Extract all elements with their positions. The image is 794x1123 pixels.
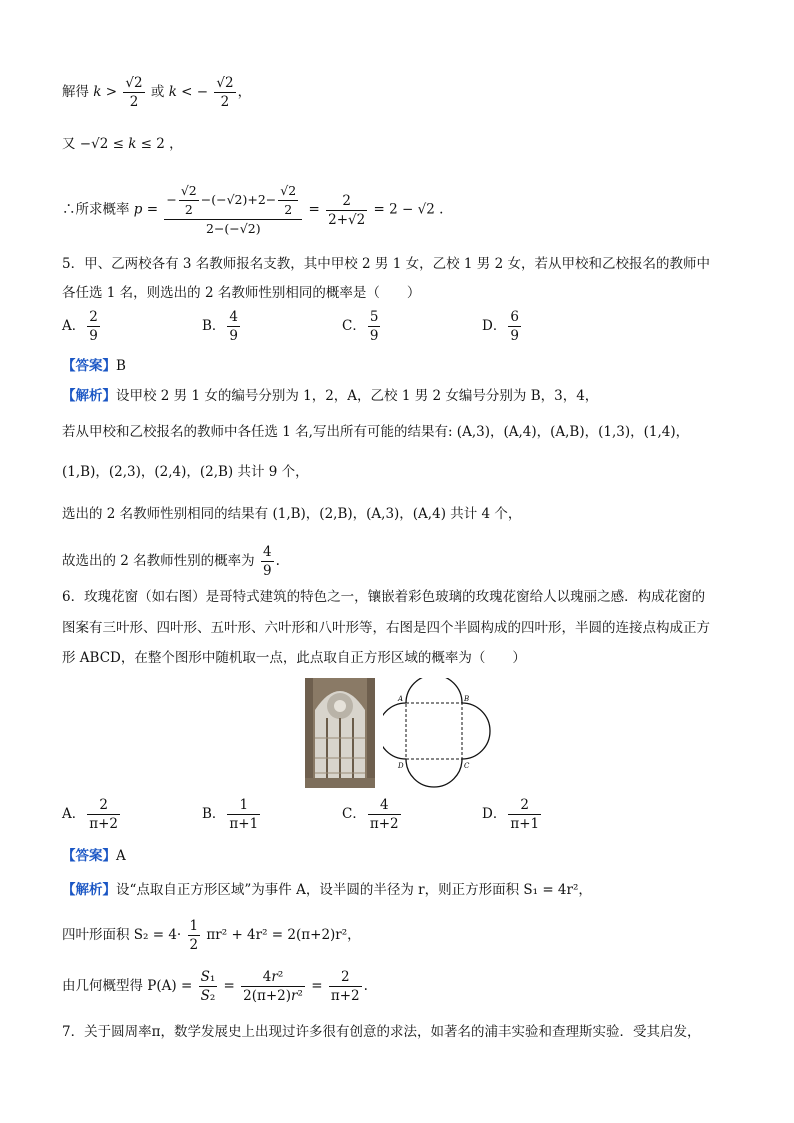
option-a (62, 796, 122, 833)
option-fraction: $\frac{2}{\pi+2}$ (89, 797, 119, 832)
option-fraction: $\frac{5}{9}$ (369, 309, 379, 344)
q6-answer (62, 846, 126, 866)
text: 由几何概型得 P(A) = (62, 978, 193, 994)
option-label: A． (62, 318, 86, 334)
answer-value: A (116, 848, 126, 864)
option-b (202, 308, 242, 345)
solution-line-1: 解得 k > $\frac{√2}{2}$ 或 k < − $\frac{√2}{2}$ ， (62, 75, 252, 110)
q6-text-2: 图案有三叶形、四叶形、五叶形、六叶形和八叶形等，右图是四个半圆构成的四叶形，半圆的连接点构成正方 (62, 620, 710, 636)
option-fraction: $\frac{2}{\pi+1}$ (510, 797, 540, 832)
rose-window-photo (305, 678, 375, 788)
option-label: B． (202, 806, 226, 822)
option-fraction: $\frac{2}{9}$ (89, 309, 98, 344)
q6-text-1: 6．玫瑰花窗（如右图）是哥特式建筑的特色之一，镶嵌着彩色玻璃的玫瑰花窗给人以瑰丽之感．构成花窗的 (62, 589, 706, 605)
text: 又 (62, 136, 76, 152)
option-label: C． (342, 318, 366, 334)
solution-line-3: ∴所求概率 p = − $\frac{√2}{2}$ −(−√2)+2− $\frac{√2}{2}$ 2−(−√2) = $\frac{2}{2+√2}$ = 2 − √2 . (62, 183, 444, 236)
q5-explanation-1 (62, 386, 598, 406)
option-fraction: $\frac{6}{9}$ (510, 309, 519, 344)
option-label: C． (342, 806, 366, 822)
text: 设“点取自正方形区域”为事件 A，设半圆的半径为 r，则正方形面积 S₁ = 4r²， (116, 882, 592, 898)
q6-explanation-3: 由几何概型得 P(A) = $\frac{\text{S₁}}{\text{S₂}}$ = $\frac{\text{4r²}}{\text{2(π+2)r²}}$ = $\frac{2}{\pi+2}$ . (62, 969, 368, 1004)
label-a: A (398, 695, 404, 703)
option-fraction: $\frac{4}{9}$ (229, 309, 239, 344)
option-label: D． (482, 318, 507, 334)
option-fraction: $\frac{1}{\pi+1}$ (229, 797, 259, 832)
q5-explanation-4: 选出的 2 名教师性别相同的结果有 (1,B)，(2,B)，(A,3)，(A,4) 共计 4 个， (62, 506, 522, 522)
option-c (342, 308, 382, 345)
text: 四叶形面积 S₂ = 4· (62, 927, 182, 943)
solution-line-2: 又 −√2 ≤ k ≤ 2 ， (62, 136, 183, 152)
q5-explanation-3: (1,B)，(2,3)，(2,4)，(2,B) 共计 9 个， (62, 464, 309, 480)
q6-explanation-1 (62, 880, 592, 900)
q6-explanation-2: 四叶形面积 S₂ = 4· $\frac{1}{2}$ πr² + 4r² = 2(π+2)r²， (62, 918, 361, 953)
option-d (482, 796, 543, 833)
text: πr² + 4r² = 2(π+2)r²， (206, 927, 361, 943)
option-b (202, 796, 262, 833)
four-leaf-figure (383, 678, 493, 790)
text: 故选出的 2 名教师性别的概率为 (62, 553, 255, 569)
option-c (342, 796, 403, 833)
q5-text-1: 5．甲、乙两校各有 3 名教师报名支教，其中甲校 2 男 1 女，乙校 1 男 2 女，若从甲校和乙校报名的教师中 (62, 256, 710, 272)
option-label: D． (482, 806, 507, 822)
q7-text-1: 7．关于圆周率π，数学发展史上出现过许多很有创意的求法，如著名的浦丰实验和查理斯实验．受其启发， (62, 1024, 701, 1040)
option-label: A． (62, 806, 86, 822)
q5-answer (62, 356, 126, 376)
q5-text-2: 各任选 1 名，则选出的 2 名教师性别相同的概率是（ ） (62, 285, 421, 301)
q5-explanation-2: 若从甲校和乙校报名的教师中各任选 1 名,写出所有可能的结果有: (A,3)，(A,4)，(A,B)，(1,3)，(1,4)， (62, 424, 690, 440)
option-label: B． (202, 318, 226, 334)
text: ∴所求概率 (62, 201, 130, 218)
answer-value: B (116, 358, 126, 374)
text: 解得 (62, 84, 89, 100)
option-fraction: $\frac{4}{\pi+2}$ (369, 797, 399, 832)
label-d: D (398, 762, 404, 770)
answer-tag: 【答案】 (62, 848, 116, 864)
option-d (482, 308, 523, 345)
answer-tag: 【答案】 (62, 358, 116, 374)
q6-text-3: 形 ABCD，在整个图形中随机取一点，此点取自正方形区域的概率为（ ） (62, 650, 526, 666)
option-a (62, 308, 102, 345)
text: 或 (150, 84, 165, 100)
text: 设甲校 2 男 1 女的编号分别为 1，2，A，乙校 1 男 2 女编号分别为 B，3，4， (116, 388, 599, 404)
explanation-tag: 【解析】 (62, 882, 116, 898)
label-c: C (464, 762, 470, 770)
label-b: B (464, 695, 470, 703)
explanation-tag: 【解析】 (62, 388, 116, 404)
q5-explanation-5: 故选出的 2 名教师性别的概率为 $\frac{4}{9}$ . (62, 544, 280, 579)
